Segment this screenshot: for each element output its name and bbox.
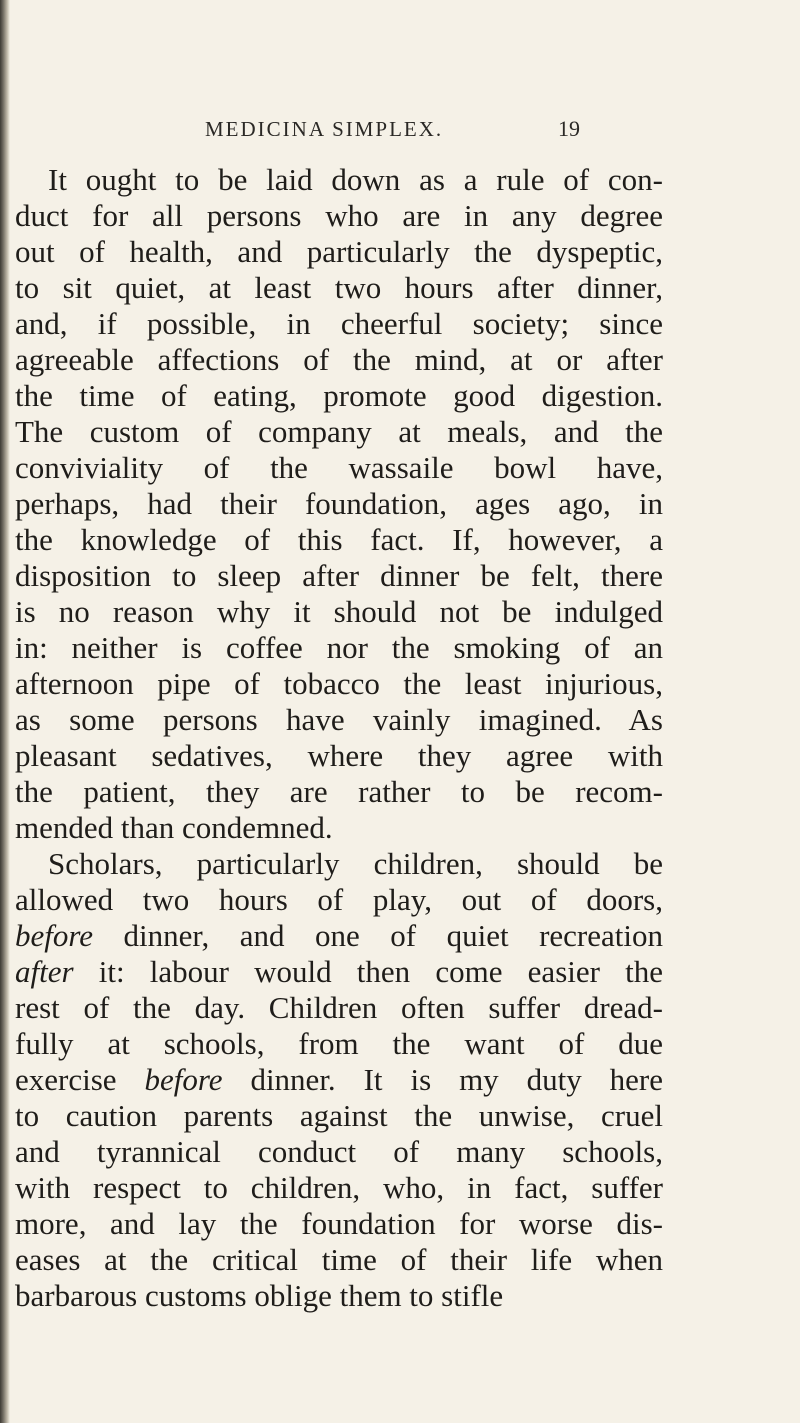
text-line: perhaps, had their foundation, ages ago, in <box>15 486 663 521</box>
text-segment: exercise <box>15 1062 145 1097</box>
italic-text: after <box>15 954 74 989</box>
italic-text: before <box>144 1062 223 1097</box>
text-line: duct for all persons who are in any degree <box>15 198 663 233</box>
text-line: and tyrannical conduct of many schools, <box>15 1134 663 1169</box>
text-line: with respect to children, who, in fact, suffer <box>15 1170 663 1205</box>
page-number: 19 <box>558 116 580 141</box>
text-segment: dinner. It is my duty here <box>222 1062 663 1097</box>
text-line: The custom of company at meals, and the <box>15 414 663 449</box>
text-line: It ought to be laid down as a rule of con- <box>48 162 663 197</box>
text-line: the time of eating, promote good digestion. <box>15 378 663 413</box>
text-segment: it: labour would then come easier the <box>73 954 663 989</box>
text-line: pleasant sedatives, where they agree with <box>15 738 663 773</box>
text-line: in: neither is coffee nor the smoking of an <box>15 630 663 665</box>
text-line <box>15 1062 663 1098</box>
text-line: eases at the critical time of their life when <box>15 1242 663 1277</box>
text-line: fully at schools, from the want of due <box>15 1026 663 1061</box>
text-line: afternoon pipe of tobacco the least injurious, <box>15 666 663 701</box>
text-line: more, and lay the foundation for worse dis- <box>15 1206 663 1241</box>
text-line <box>15 918 663 954</box>
text-line: the patient, they are rather to be recom- <box>15 774 663 809</box>
text-line: rest of the day. Children often suffer dread- <box>15 990 663 1025</box>
text-line <box>15 954 663 990</box>
text-line: to caution parents against the unwise, cruel <box>15 1098 663 1133</box>
text-line: agreeable affections of the mind, at or after <box>15 342 663 377</box>
text-line: out of health, and particularly the dyspeptic, <box>15 234 663 269</box>
text-line: Scholars, particularly children, should be <box>48 846 663 881</box>
running-head: MEDICINA SIMPLEX. <box>205 117 444 141</box>
text-line: the knowledge of this fact. If, however, a <box>15 522 663 557</box>
page-header <box>205 117 580 147</box>
binding-gutter <box>0 0 10 1423</box>
text-segment: dinner, and one of quiet recreation <box>93 918 663 953</box>
text-line: disposition to sleep after dinner be felt, there <box>15 558 663 593</box>
italic-text: before <box>15 918 94 953</box>
text-line: allowed two hours of play, out of doors, <box>15 882 663 917</box>
text-line: as some persons have vainly imagined. As <box>15 702 663 737</box>
text-line: and, if possible, in cheerful society; since <box>15 306 663 341</box>
text-line: barbarous customs oblige them to stifle <box>15 1278 504 1313</box>
text-line: mended than condemned. <box>15 810 333 845</box>
text-line: to sit quiet, at least two hours after dinner, <box>15 270 663 305</box>
body-text <box>15 162 663 1314</box>
text-line: is no reason why it should not be indulged <box>15 594 663 629</box>
text-line: conviviality of the wassaile bowl have, <box>15 450 663 485</box>
